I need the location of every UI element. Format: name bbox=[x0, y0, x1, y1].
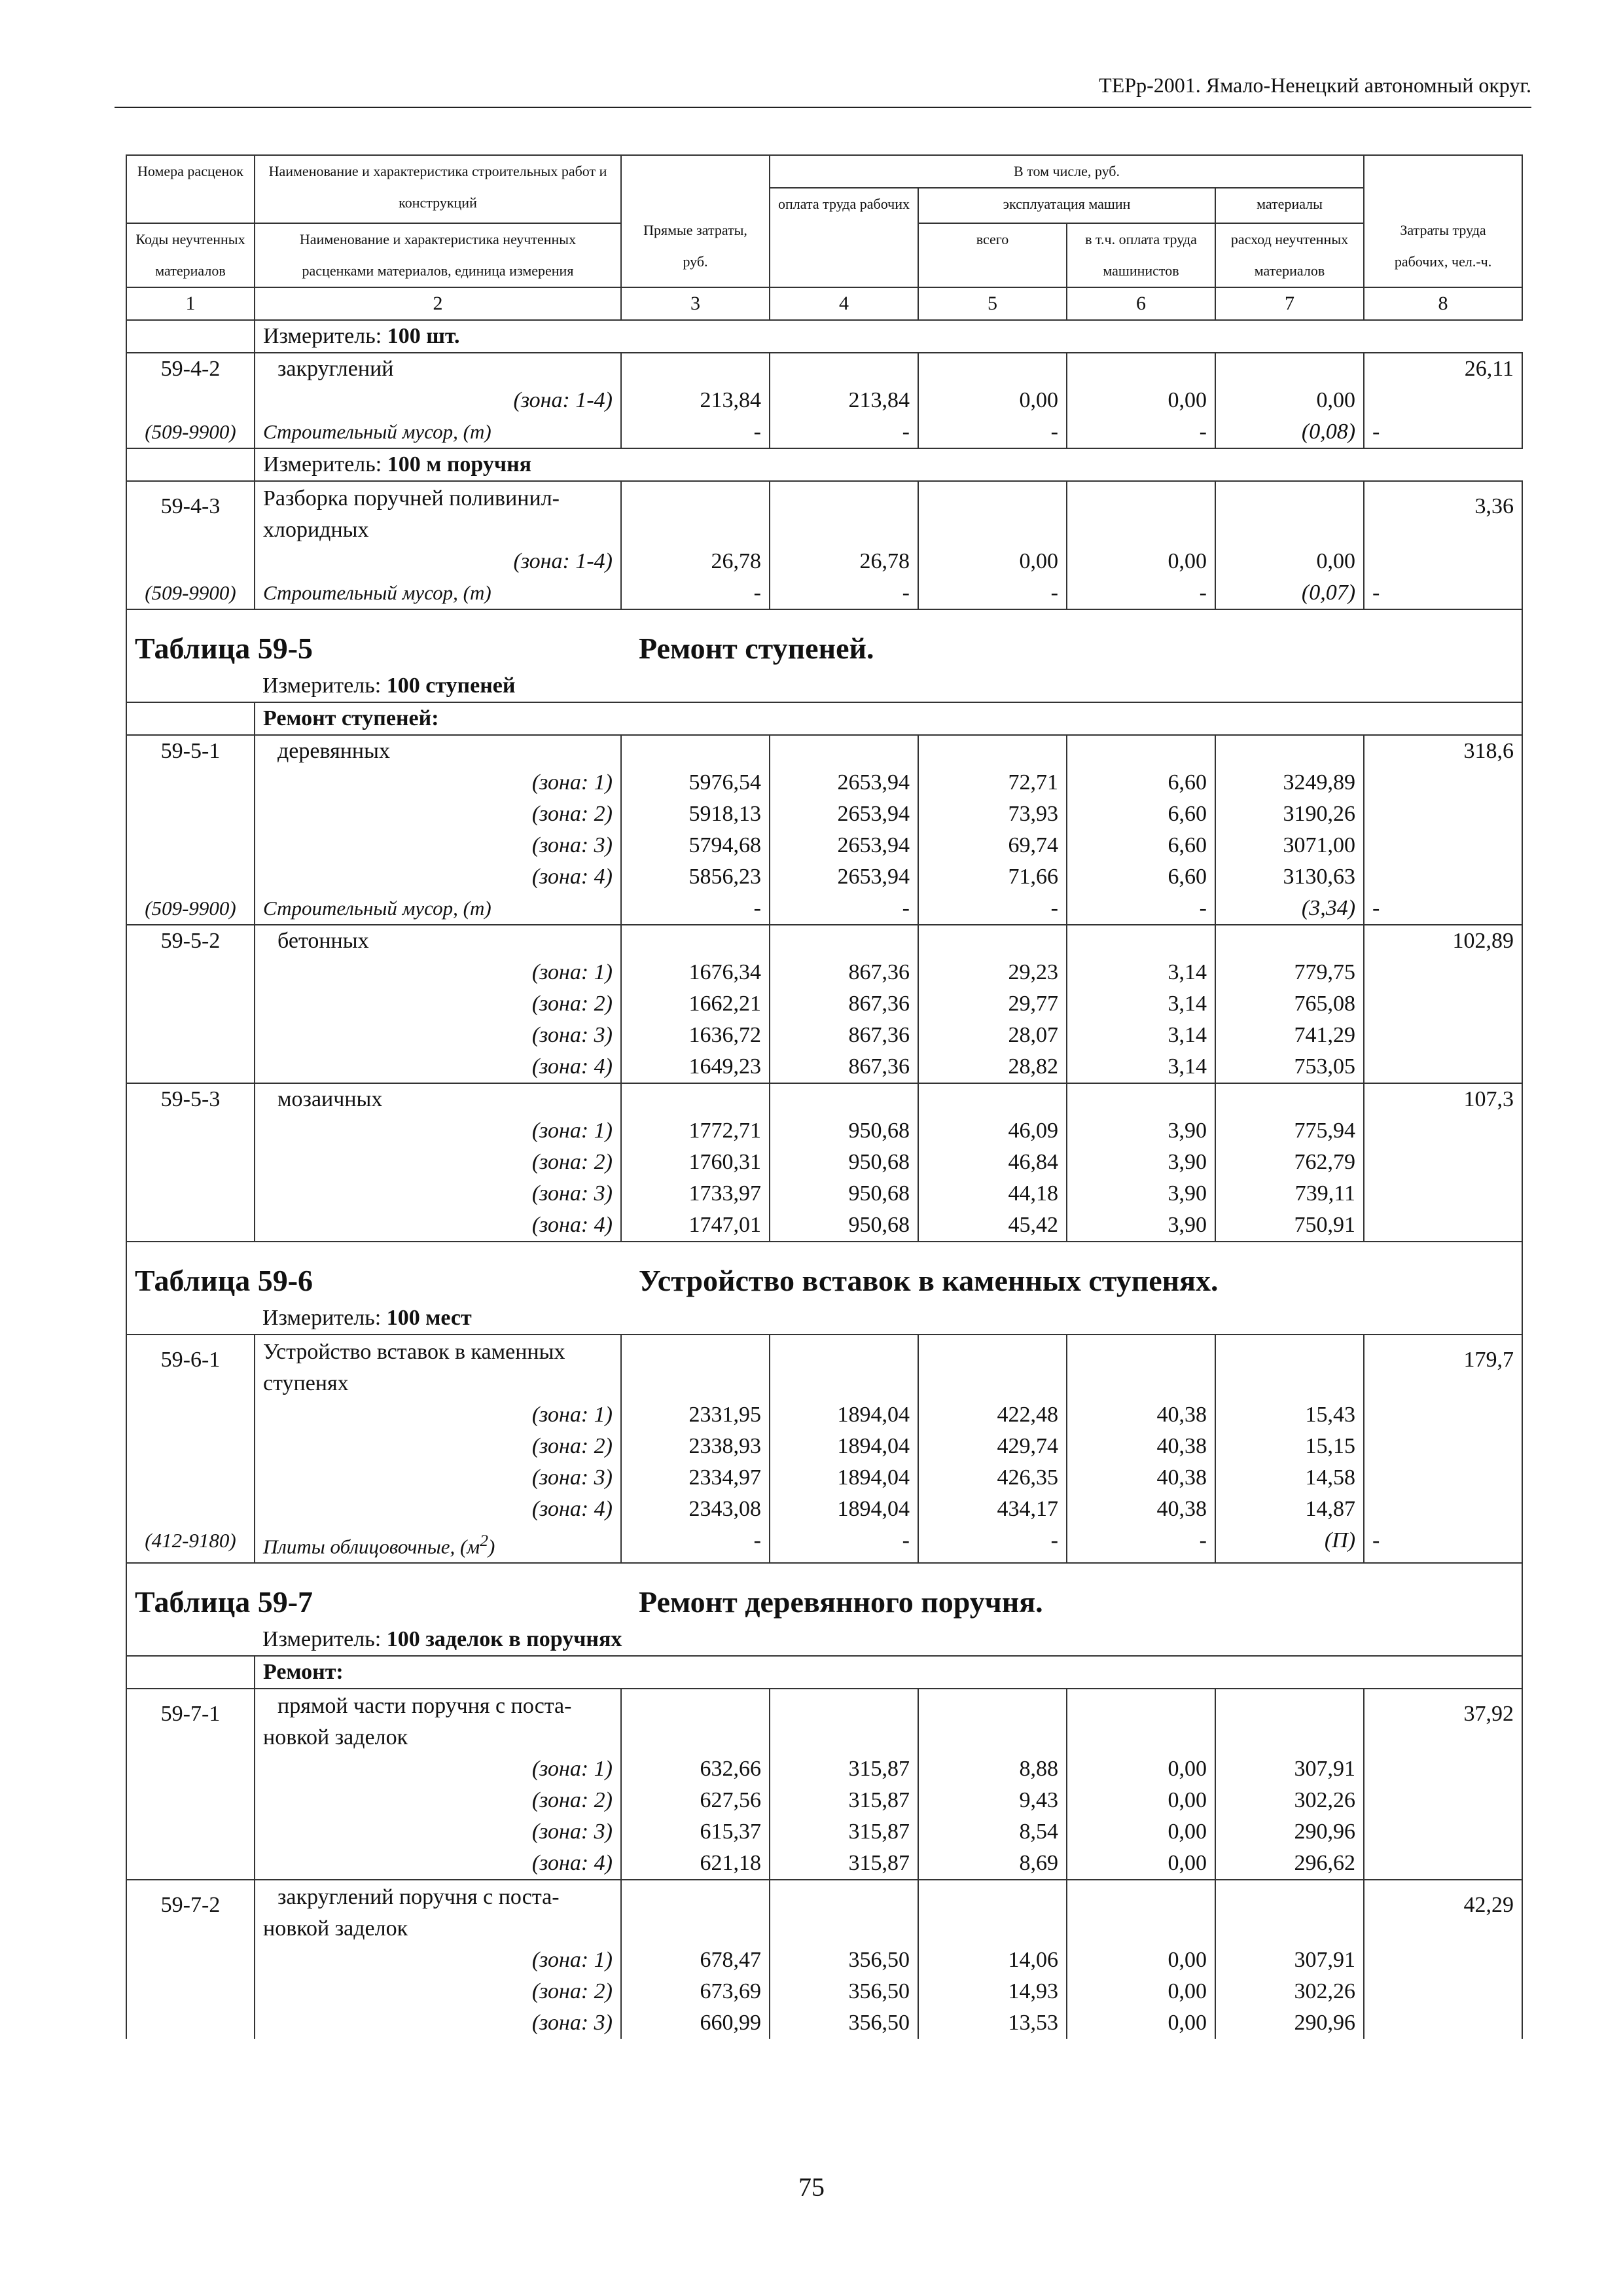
running-head: ТЕРр-2001. Ямало-Ненецкий автономный округ. bbox=[115, 73, 1531, 108]
dash: - bbox=[770, 893, 918, 925]
material-code: (509-9900) bbox=[126, 416, 255, 448]
measure-row bbox=[126, 320, 1522, 353]
direct-cost: 1676,34 bbox=[621, 957, 770, 988]
machinist-pay: 3,14 bbox=[1067, 1020, 1215, 1051]
machinist-pay: 6,60 bbox=[1067, 767, 1215, 798]
material-name: Плиты облицовочные, $(м^2)$ bbox=[255, 1525, 621, 1563]
worker-pay: 950,68 bbox=[770, 1115, 918, 1147]
machines-total: 29,77 bbox=[918, 988, 1067, 1020]
worker-pay: 950,68 bbox=[770, 1210, 918, 1242]
zone-row bbox=[126, 1976, 1522, 2007]
labor-cost: 107,3 bbox=[1364, 1083, 1522, 1115]
material-qty: (0,07) bbox=[1215, 577, 1364, 609]
rate-code: 59-4-3 bbox=[126, 481, 255, 546]
zone-label: (зона: 2) bbox=[255, 1976, 621, 2007]
labor-cost: 179,7 bbox=[1364, 1335, 1522, 1399]
machinist-pay: 0,00 bbox=[1067, 2007, 1215, 2039]
machinist-pay: 0,00 bbox=[1067, 1945, 1215, 1976]
direct-cost: 1649,23 bbox=[621, 1051, 770, 1083]
col-number: 5 bbox=[918, 287, 1067, 320]
material-name: Строительный мусор, (т) bbox=[255, 577, 621, 609]
measure-row bbox=[126, 1302, 1522, 1335]
machines-total: 8,88 bbox=[918, 1753, 1067, 1785]
direct-cost: 1747,01 bbox=[621, 1210, 770, 1242]
header-col4: оплата труда рабочих bbox=[770, 188, 918, 287]
machinist-pay: 40,38 bbox=[1067, 1431, 1215, 1462]
direct-cost: 1662,21 bbox=[621, 988, 770, 1020]
page-number: 75 bbox=[798, 2172, 825, 2202]
worker-pay: 2653,94 bbox=[770, 861, 918, 893]
machinist-pay: 3,14 bbox=[1067, 957, 1215, 988]
zone-label: (зона: 1) bbox=[255, 1115, 621, 1147]
header-col2-bottom: Наименование и характеристика неучтенных расценками материалов, единица измерения bbox=[255, 223, 621, 287]
direct-cost: 5918,13 bbox=[621, 798, 770, 830]
rate-name: закруглений поручня с поста- новкой заделок bbox=[255, 1880, 621, 1945]
table-caption: Ремонт ступеней. bbox=[639, 632, 874, 665]
materials-cost: 0,00 bbox=[1215, 385, 1364, 416]
machinist-pay: 3,90 bbox=[1067, 1178, 1215, 1210]
machines-total: 8,54 bbox=[918, 1816, 1067, 1848]
machines-total: 14,93 bbox=[918, 1976, 1067, 2007]
materials-cost: 775,94 bbox=[1215, 1115, 1364, 1147]
table-row bbox=[126, 1880, 1522, 1945]
material-row bbox=[126, 577, 1522, 609]
materials-cost: 3190,26 bbox=[1215, 798, 1364, 830]
direct-cost: 2331,95 bbox=[621, 1399, 770, 1431]
machinist-pay: 3,90 bbox=[1067, 1115, 1215, 1147]
col-number: 7 bbox=[1215, 287, 1364, 320]
worker-pay: 315,87 bbox=[770, 1816, 918, 1848]
dash: - bbox=[770, 416, 918, 448]
materials-cost: 739,11 bbox=[1215, 1178, 1364, 1210]
measure-value: 100 м поручня bbox=[387, 452, 532, 476]
machines-total: 429,74 bbox=[918, 1431, 1067, 1462]
labor-cost: 37,92 bbox=[1364, 1689, 1522, 1753]
header-col3: Прямые затраты, руб. bbox=[621, 155, 770, 287]
direct-cost: 621,18 bbox=[621, 1848, 770, 1880]
measure-label: Измеритель: bbox=[262, 1306, 382, 1330]
zone-row bbox=[126, 1210, 1522, 1242]
measure-label: Измеритель: bbox=[262, 1627, 382, 1652]
zone-label: (зона: 4) bbox=[255, 1210, 621, 1242]
machines-total: 28,07 bbox=[918, 1020, 1067, 1051]
zone-label: (зона: 3) bbox=[255, 830, 621, 861]
materials-cost: 3071,00 bbox=[1215, 830, 1364, 861]
worker-pay: 950,68 bbox=[770, 1178, 918, 1210]
direct-cost: 5856,23 bbox=[621, 861, 770, 893]
direct-cost: 615,37 bbox=[621, 1816, 770, 1848]
direct-cost: 2334,97 bbox=[621, 1462, 770, 1494]
header-col8: Затраты труда рабочих, чел.-ч. bbox=[1364, 155, 1522, 287]
zone-label: (зона: 3) bbox=[255, 1462, 621, 1494]
col-number: 4 bbox=[770, 287, 918, 320]
material-row bbox=[126, 893, 1522, 925]
zone-label: (зона: 1) bbox=[255, 767, 621, 798]
col-number: 1 bbox=[126, 287, 255, 320]
zone-row bbox=[126, 1945, 1522, 1976]
machinist-pay: 40,38 bbox=[1067, 1494, 1215, 1525]
labor-cost: 42,29 bbox=[1364, 1880, 1522, 1945]
measure-row bbox=[126, 670, 1522, 702]
dash: - bbox=[770, 1525, 918, 1563]
rate-name: Разборка поручней поливинил- хлоридных bbox=[255, 481, 621, 546]
dash: - bbox=[621, 1525, 770, 1563]
materials-cost: 302,26 bbox=[1215, 1976, 1364, 2007]
direct-cost: 632,66 bbox=[621, 1753, 770, 1785]
materials-cost: 307,91 bbox=[1215, 1945, 1364, 1976]
measure-value: 100 ступеней bbox=[386, 673, 516, 698]
measure-label: Измеритель: bbox=[263, 324, 382, 348]
zone-row bbox=[126, 2007, 1522, 2039]
header-col2-top: Наименование и характеристика строительных работ и конструкций bbox=[255, 155, 621, 223]
machines-total: 13,53 bbox=[918, 2007, 1067, 2039]
direct-cost: 2343,08 bbox=[621, 1494, 770, 1525]
machines-total: 28,82 bbox=[918, 1051, 1067, 1083]
dash: - bbox=[1067, 416, 1215, 448]
zone-row bbox=[126, 767, 1522, 798]
direct-cost: 660,99 bbox=[621, 2007, 770, 2039]
table-title-row bbox=[126, 609, 1522, 670]
zone-row bbox=[126, 830, 1522, 861]
materials-cost: 765,08 bbox=[1215, 988, 1364, 1020]
table-row bbox=[126, 353, 1522, 385]
measure-row bbox=[126, 448, 1522, 481]
table-title-row bbox=[126, 1242, 1522, 1302]
rate-code: 59-4-2 bbox=[126, 353, 255, 385]
measure-label: Измеритель: bbox=[263, 452, 382, 476]
table-row bbox=[126, 1335, 1522, 1399]
labor-cost: 102,89 bbox=[1364, 925, 1522, 957]
zone-row bbox=[126, 1115, 1522, 1147]
direct-cost: 2338,93 bbox=[621, 1431, 770, 1462]
zone-row bbox=[126, 1051, 1522, 1083]
rate-name: бетонных bbox=[255, 925, 621, 957]
material-name: Строительный мусор, (т) bbox=[255, 416, 621, 448]
zone-label: (зона: 1) bbox=[255, 957, 621, 988]
zone-label: (зона: 1) bbox=[255, 1945, 621, 1976]
materials-cost: 750,91 bbox=[1215, 1210, 1364, 1242]
worker-pay: 26,78 bbox=[770, 546, 918, 577]
machinist-pay: 40,38 bbox=[1067, 1399, 1215, 1431]
machines-total: 9,43 bbox=[918, 1785, 1067, 1816]
table-row bbox=[126, 481, 1522, 546]
worker-pay: 356,50 bbox=[770, 2007, 918, 2039]
col-number: 8 bbox=[1364, 287, 1522, 320]
table-caption: Устройство вставок в каменных ступенях. bbox=[639, 1264, 1219, 1297]
zone-row bbox=[126, 1178, 1522, 1210]
col-number: 3 bbox=[621, 287, 770, 320]
worker-pay: 2653,94 bbox=[770, 798, 918, 830]
machinist-pay: 0,00 bbox=[1067, 385, 1215, 416]
worker-pay: 1894,04 bbox=[770, 1462, 918, 1494]
machines-total: 14,06 bbox=[918, 1945, 1067, 1976]
machines-total: 422,48 bbox=[918, 1399, 1067, 1431]
zone-row bbox=[126, 988, 1522, 1020]
materials-cost: 15,15 bbox=[1215, 1431, 1364, 1462]
worker-pay: 1894,04 bbox=[770, 1494, 918, 1525]
worker-pay: 1894,04 bbox=[770, 1431, 918, 1462]
direct-cost: 1772,71 bbox=[621, 1115, 770, 1147]
materials-cost: 290,96 bbox=[1215, 2007, 1364, 2039]
table-title-row bbox=[126, 1563, 1522, 1624]
dash: - bbox=[1364, 893, 1522, 925]
zone-row bbox=[126, 1020, 1522, 1051]
dash: - bbox=[1364, 416, 1522, 448]
dash: - bbox=[918, 416, 1067, 448]
table-number: Таблица 59-5 bbox=[135, 632, 313, 665]
zone-row bbox=[126, 1399, 1522, 1431]
materials-cost: 0,00 bbox=[1215, 546, 1364, 577]
measure-value: 100 заделок в поручнях bbox=[386, 1627, 622, 1652]
zone-row bbox=[126, 1462, 1522, 1494]
rate-code: 59-7-1 bbox=[126, 1689, 255, 1753]
measure-label: Измеритель: bbox=[262, 673, 382, 698]
machines-total: 73,93 bbox=[918, 798, 1067, 830]
materials-cost: 3249,89 bbox=[1215, 767, 1364, 798]
zone-label: (зона: 3) bbox=[255, 2007, 621, 2039]
zone-label: (зона: 2) bbox=[255, 988, 621, 1020]
direct-cost: 1636,72 bbox=[621, 1020, 770, 1051]
zone-row bbox=[126, 385, 1522, 416]
header-machines: эксплуатация машин bbox=[918, 188, 1215, 223]
rate-name: закруглений bbox=[255, 353, 621, 385]
dash: - bbox=[1067, 1525, 1215, 1563]
zone-label: (зона: 2) bbox=[255, 798, 621, 830]
materials-cost: 15,43 bbox=[1215, 1399, 1364, 1431]
zone-label: (зона: 2) bbox=[255, 1147, 621, 1178]
machinist-pay: 3,90 bbox=[1067, 1147, 1215, 1178]
machines-total: 71,66 bbox=[918, 861, 1067, 893]
header-col5: всего bbox=[918, 223, 1067, 287]
zone-label: (зона: 1) bbox=[255, 1399, 621, 1431]
machines-total: 0,00 bbox=[918, 546, 1067, 577]
group-label: Ремонт ступеней: bbox=[255, 702, 1522, 735]
dash: - bbox=[621, 893, 770, 925]
dash: - bbox=[770, 577, 918, 609]
rate-code: 59-5-2 bbox=[126, 925, 255, 957]
machinist-pay: 3,14 bbox=[1067, 1051, 1215, 1083]
header-incl: В том числе, руб. bbox=[770, 155, 1364, 188]
measure-row bbox=[126, 1624, 1522, 1656]
header-materials: материалы bbox=[1215, 188, 1364, 223]
materials-cost: 302,26 bbox=[1215, 1785, 1364, 1816]
table-row bbox=[126, 735, 1522, 767]
group-label: Ремонт: bbox=[255, 1656, 1522, 1689]
zone-row bbox=[126, 1431, 1522, 1462]
zone-label: (зона: 1) bbox=[255, 1753, 621, 1785]
labor-cost: 3,36 bbox=[1364, 481, 1522, 546]
zone-row bbox=[126, 1785, 1522, 1816]
worker-pay: 2653,94 bbox=[770, 767, 918, 798]
material-name: Строительный мусор, (т) bbox=[255, 893, 621, 925]
dash: - bbox=[918, 577, 1067, 609]
dash: - bbox=[1067, 577, 1215, 609]
materials-cost: 14,87 bbox=[1215, 1494, 1364, 1525]
machinist-pay: 0,00 bbox=[1067, 1785, 1215, 1816]
table-caption: Ремонт деревянного поручня. bbox=[639, 1585, 1043, 1619]
material-qty: (П) bbox=[1215, 1525, 1364, 1563]
zone-label: (зона: 4) bbox=[255, 1848, 621, 1880]
rate-code: 59-5-3 bbox=[126, 1083, 255, 1115]
direct-cost: 1733,97 bbox=[621, 1178, 770, 1210]
machines-total: 46,84 bbox=[918, 1147, 1067, 1178]
rate-name: деревянных bbox=[255, 735, 621, 767]
machinist-pay: 40,38 bbox=[1067, 1462, 1215, 1494]
worker-pay: 315,87 bbox=[770, 1848, 918, 1880]
zone-label: (зона: 2) bbox=[255, 1785, 621, 1816]
direct-cost: 213,84 bbox=[621, 385, 770, 416]
worker-pay: 950,68 bbox=[770, 1147, 918, 1178]
dash: - bbox=[1364, 1525, 1522, 1563]
machines-total: 0,00 bbox=[918, 385, 1067, 416]
zone-row bbox=[126, 957, 1522, 988]
zone-label: (зона: 3) bbox=[255, 1816, 621, 1848]
worker-pay: 2653,94 bbox=[770, 830, 918, 861]
zone-row bbox=[126, 861, 1522, 893]
worker-pay: 1894,04 bbox=[770, 1399, 918, 1431]
worker-pay: 315,87 bbox=[770, 1753, 918, 1785]
machinist-pay: 6,60 bbox=[1067, 830, 1215, 861]
materials-cost: 762,79 bbox=[1215, 1147, 1364, 1178]
header-col6: в т.ч. оплата труда машинистов bbox=[1067, 223, 1215, 287]
rate-name: прямой части поручня с поста- новкой заделок bbox=[255, 1689, 621, 1753]
direct-cost: 26,78 bbox=[621, 546, 770, 577]
zone-row bbox=[126, 1848, 1522, 1880]
rate-name: мозаичных bbox=[255, 1083, 621, 1115]
dash: - bbox=[918, 1525, 1067, 1563]
table-row bbox=[126, 925, 1522, 957]
zone-label: (зона: 1-4) bbox=[255, 385, 621, 416]
zone-row bbox=[126, 546, 1522, 577]
worker-pay: 213,84 bbox=[770, 385, 918, 416]
machinist-pay: 0,00 bbox=[1067, 1753, 1215, 1785]
machines-total: 46,09 bbox=[918, 1115, 1067, 1147]
materials-cost: 296,62 bbox=[1215, 1848, 1364, 1880]
dash: - bbox=[1364, 577, 1522, 609]
rate-code: 59-6-1 bbox=[126, 1335, 255, 1399]
measure-value: 100 мест bbox=[386, 1306, 472, 1330]
zone-label: (зона: 2) bbox=[255, 1431, 621, 1462]
zone-row bbox=[126, 1816, 1522, 1848]
machinist-pay: 0,00 bbox=[1067, 1976, 1215, 2007]
rates-table bbox=[126, 154, 1523, 2039]
header-col1-bottom: Коды неучтенных материалов bbox=[126, 223, 255, 287]
rate-code: 59-5-1 bbox=[126, 735, 255, 767]
machines-total: 426,35 bbox=[918, 1462, 1067, 1494]
worker-pay: 356,50 bbox=[770, 1976, 918, 2007]
machines-total: 434,17 bbox=[918, 1494, 1067, 1525]
material-code: (509-9900) bbox=[126, 577, 255, 609]
worker-pay: 315,87 bbox=[770, 1785, 918, 1816]
direct-cost: 5976,54 bbox=[621, 767, 770, 798]
materials-cost: 779,75 bbox=[1215, 957, 1364, 988]
direct-cost: 5794,68 bbox=[621, 830, 770, 861]
column-numbers-row bbox=[126, 287, 1522, 320]
header-row-1 bbox=[126, 155, 1522, 188]
direct-cost: 673,69 bbox=[621, 1976, 770, 2007]
direct-cost: 678,47 bbox=[621, 1945, 770, 1976]
machines-total: 72,71 bbox=[918, 767, 1067, 798]
dash: - bbox=[621, 416, 770, 448]
labor-cost: 318,6 bbox=[1364, 735, 1522, 767]
materials-cost: 741,29 bbox=[1215, 1020, 1364, 1051]
machines-total: 29,23 bbox=[918, 957, 1067, 988]
zone-label: (зона: 3) bbox=[255, 1020, 621, 1051]
zone-row bbox=[126, 1147, 1522, 1178]
materials-cost: 290,96 bbox=[1215, 1816, 1364, 1848]
header-col1-top: Номера расценок bbox=[126, 155, 255, 223]
machines-total: 8,69 bbox=[918, 1848, 1067, 1880]
machines-total: 44,18 bbox=[918, 1178, 1067, 1210]
machines-total: 69,74 bbox=[918, 830, 1067, 861]
table-number: Таблица 59-7 bbox=[135, 1585, 313, 1619]
table-number: Таблица 59-6 bbox=[135, 1264, 313, 1297]
material-qty: (3,34) bbox=[1215, 893, 1364, 925]
machinist-pay: 3,14 bbox=[1067, 988, 1215, 1020]
labor-cost: 26,11 bbox=[1364, 353, 1522, 385]
header-col7: расход неучтенных материалов bbox=[1215, 223, 1364, 287]
machinist-pay: 6,60 bbox=[1067, 861, 1215, 893]
material-code: (412-9180) bbox=[126, 1525, 255, 1563]
zone-label: (зона: 4) bbox=[255, 861, 621, 893]
dash: - bbox=[918, 893, 1067, 925]
zone-row bbox=[126, 1494, 1522, 1525]
zone-label: (зона: 3) bbox=[255, 1178, 621, 1210]
material-code: (509-9900) bbox=[126, 893, 255, 925]
dash: - bbox=[621, 577, 770, 609]
materials-cost: 3130,63 bbox=[1215, 861, 1364, 893]
worker-pay: 867,36 bbox=[770, 1051, 918, 1083]
zone-label: (зона: 4) bbox=[255, 1051, 621, 1083]
machinist-pay: 0,00 bbox=[1067, 1816, 1215, 1848]
table-row bbox=[126, 1689, 1522, 1753]
machinist-pay: 3,90 bbox=[1067, 1210, 1215, 1242]
dash: - bbox=[1067, 893, 1215, 925]
col-number: 2 bbox=[255, 287, 621, 320]
materials-cost: 753,05 bbox=[1215, 1051, 1364, 1083]
machinist-pay: 6,60 bbox=[1067, 798, 1215, 830]
worker-pay: 867,36 bbox=[770, 957, 918, 988]
machines-total: 45,42 bbox=[918, 1210, 1067, 1242]
table-row bbox=[126, 1083, 1522, 1115]
worker-pay: 867,36 bbox=[770, 1020, 918, 1051]
rate-code: 59-7-2 bbox=[126, 1880, 255, 1945]
direct-cost: 1760,31 bbox=[621, 1147, 770, 1178]
zone-row bbox=[126, 798, 1522, 830]
rate-name: Устройство вставок в каменных ступенях bbox=[255, 1335, 621, 1399]
direct-cost: 627,56 bbox=[621, 1785, 770, 1816]
group-row bbox=[126, 702, 1522, 735]
measure-value: 100 шт. bbox=[387, 324, 460, 348]
material-row bbox=[126, 1525, 1522, 1563]
zone-label: (зона: 1-4) bbox=[255, 546, 621, 577]
materials-cost: 14,58 bbox=[1215, 1462, 1364, 1494]
worker-pay: 356,50 bbox=[770, 1945, 918, 1976]
materials-cost: 307,91 bbox=[1215, 1753, 1364, 1785]
worker-pay: 867,36 bbox=[770, 988, 918, 1020]
machinist-pay: 0,00 bbox=[1067, 546, 1215, 577]
machinist-pay: 0,00 bbox=[1067, 1848, 1215, 1880]
group-row bbox=[126, 1656, 1522, 1689]
material-row bbox=[126, 416, 1522, 448]
zone-row bbox=[126, 1753, 1522, 1785]
material-qty: (0,08) bbox=[1215, 416, 1364, 448]
zone-label: (зона: 4) bbox=[255, 1494, 621, 1525]
col-number: 6 bbox=[1067, 287, 1215, 320]
